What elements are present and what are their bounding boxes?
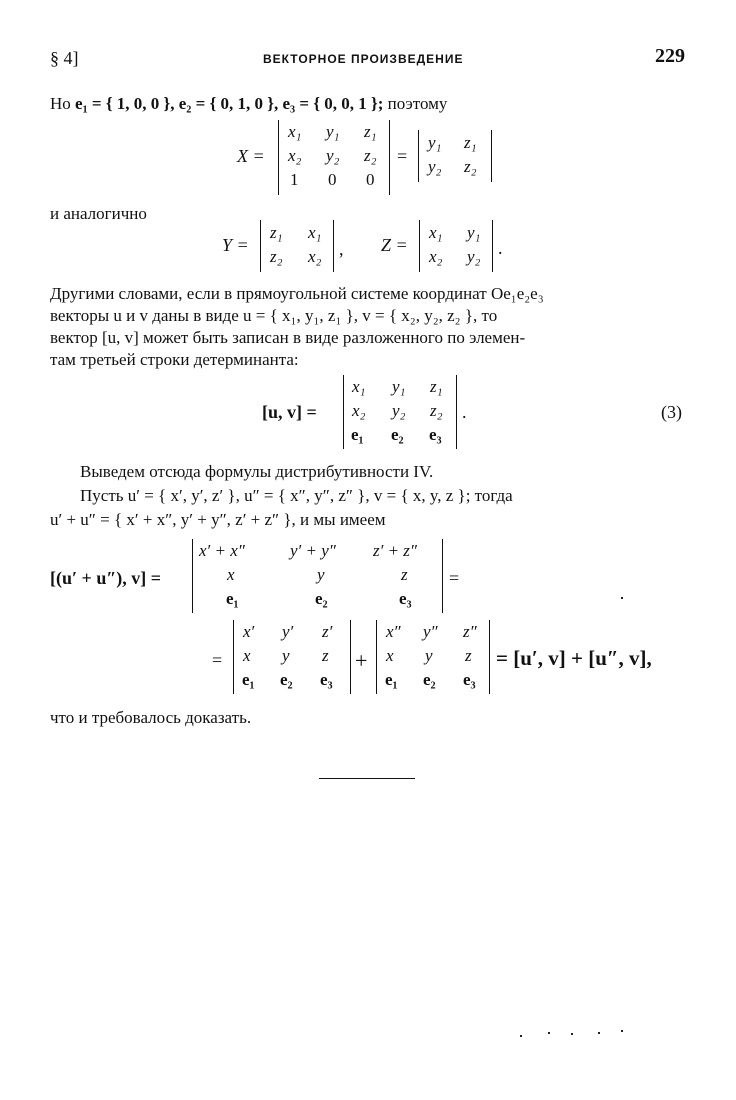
eq-x-lhs: X = bbox=[237, 146, 265, 166]
eq-split-plus: + bbox=[355, 648, 368, 673]
analog-text: и аналогично bbox=[50, 204, 147, 223]
eq3-end: . bbox=[462, 402, 467, 422]
matrix-cell: e₁ bbox=[351, 425, 364, 444]
matrix-cell: x₁ bbox=[429, 223, 443, 242]
eq-x-det3 bbox=[278, 120, 390, 195]
scan-speck bbox=[548, 1032, 550, 1034]
matrix-cell: e₂ bbox=[315, 589, 328, 608]
matrix-cell: e₁ bbox=[242, 670, 255, 689]
eq-y-lhs: Y = bbox=[222, 235, 249, 255]
matrix-cell: e₃ bbox=[320, 670, 333, 689]
basis-e3: e₃ = { 0, 0, 1 }; bbox=[282, 94, 384, 113]
scan-speck bbox=[598, 1032, 600, 1034]
eq-split-rhs: = [u′, v] + [u″, v], bbox=[496, 646, 652, 670]
matrix-cell: z′ bbox=[322, 622, 333, 641]
matrix-cell: x₂ bbox=[352, 401, 366, 420]
matrix-cell: e₁ bbox=[226, 589, 239, 608]
matrix-cell: x₂ bbox=[429, 247, 443, 266]
matrix-cell: e₂ bbox=[391, 425, 404, 444]
matrix-cell: e₂ bbox=[423, 670, 436, 689]
eq-z-end: . bbox=[498, 238, 503, 258]
matrix-cell: x bbox=[243, 646, 251, 665]
eq-z-det2 bbox=[419, 220, 493, 272]
matrix-cell: z″ bbox=[463, 622, 477, 641]
matrix-cell: x₂ bbox=[308, 247, 322, 266]
matrix-cell: y bbox=[282, 646, 290, 665]
matrix-cell: 0 bbox=[366, 170, 375, 189]
matrix-cell: x₁ bbox=[308, 223, 322, 242]
matrix-cell: z₂ bbox=[364, 146, 377, 165]
matrix-cell: z bbox=[401, 565, 408, 584]
eq-y-sep: , bbox=[339, 239, 344, 259]
matrix-cell: e₃ bbox=[429, 425, 442, 444]
matrix-cell: z₁ bbox=[364, 122, 377, 141]
matrix-cell: x bbox=[386, 646, 394, 665]
matrix-cell: x″ bbox=[386, 622, 401, 641]
matrix-cell: z₂ bbox=[270, 247, 283, 266]
running-title: ВЕКТОРНОЕ ПРОИЗВЕДЕНИЕ bbox=[263, 52, 464, 66]
matrix-cell: x bbox=[227, 565, 235, 584]
matrix-cell: 0 bbox=[328, 170, 337, 189]
page-number: 229 bbox=[655, 45, 685, 67]
matrix-cell: z₁ bbox=[464, 133, 477, 152]
matrix-cell: z₂ bbox=[464, 157, 477, 176]
matrix-cell: y′ bbox=[282, 622, 294, 641]
basis-line bbox=[50, 94, 447, 114]
paragraph-line: Другими словами, если в прямоугольной системе координат Oe₁e₂e₃ bbox=[50, 284, 544, 303]
eq-y-det2 bbox=[260, 220, 334, 272]
paragraph-line: Пусть u′ = { x′, y′, z′ }, u″ = { x″, y″, z″ }, v = { x, y, z }; тогда bbox=[80, 486, 513, 505]
eq-z-lhs: Z = bbox=[381, 235, 408, 255]
matrix-cell: y₁ bbox=[326, 122, 340, 141]
matrix-cell: z bbox=[322, 646, 329, 665]
eq-sum-lhs: [(u′ + u″), v] = bbox=[50, 568, 162, 588]
matrix-cell: x′ bbox=[243, 622, 255, 641]
matrix-cell: y₁ bbox=[428, 133, 442, 152]
matrix-cell: e₁ bbox=[385, 670, 398, 689]
paragraph-line: Выведем отсюда формулы дистрибутивности IV. bbox=[80, 462, 434, 481]
matrix-cell: y bbox=[425, 646, 433, 665]
eq3-det3 bbox=[343, 375, 457, 449]
matrix-cell: x′ + x″ bbox=[199, 541, 245, 560]
scan-speck bbox=[621, 597, 623, 599]
basis-e2: e₂ = { 0, 1, 0 }, bbox=[178, 94, 279, 113]
matrix-cell: 1 bbox=[290, 170, 299, 189]
matrix-cell: e₃ bbox=[399, 589, 412, 608]
matrix-cell: y″ bbox=[423, 622, 438, 641]
equation-number: (3) bbox=[661, 402, 682, 422]
matrix-cell: y₁ bbox=[467, 223, 481, 242]
paragraph-line: вектор [u, v] может быть записан в виде разложенного по элемен- bbox=[50, 328, 526, 347]
matrix-cell: y′ + y″ bbox=[290, 541, 336, 560]
paragraph-line: векторы u и v даны в виде u = { x₁, y₁, z₁ }, v = { x₂, y₂, z₂ }, то bbox=[50, 306, 498, 325]
scan-speck bbox=[520, 1035, 522, 1037]
paragraph-line: u′ + u″ = { x′ + x″, y′ + y″, z′ + z″ }, и мы имеем bbox=[50, 510, 386, 529]
matrix-cell: y₁ bbox=[392, 377, 406, 396]
basis-e1: e₁ = { 1, 0, 0 }, bbox=[75, 94, 175, 113]
paragraph-line: там третьей строки детерминанта: bbox=[50, 350, 299, 369]
scan-speck bbox=[621, 1030, 623, 1032]
eq-x-det2 bbox=[418, 130, 492, 182]
matrix-cell: z₂ bbox=[430, 401, 443, 420]
end-rule bbox=[319, 778, 415, 779]
matrix-cell: y₂ bbox=[326, 146, 340, 165]
matrix-cell: z₁ bbox=[430, 377, 443, 396]
eq3-lhs: [u, v] = bbox=[262, 402, 317, 422]
eq-x-equals: = bbox=[397, 146, 408, 166]
matrix-cell: e₃ bbox=[463, 670, 476, 689]
basis-tail: поэтому bbox=[387, 94, 448, 113]
section-marker: § 4] bbox=[50, 48, 79, 68]
matrix-cell: x₁ bbox=[352, 377, 366, 396]
scan-speck bbox=[571, 1033, 573, 1035]
eq-split-lead: = bbox=[212, 650, 223, 670]
eq-sum-end: = bbox=[449, 568, 460, 588]
matrix-cell: y₂ bbox=[467, 247, 481, 266]
matrix-cell: z bbox=[465, 646, 472, 665]
eq-sum-det3 bbox=[192, 539, 443, 613]
matrix-cell: z′ + z″ bbox=[373, 541, 418, 560]
matrix-cell: y₂ bbox=[392, 401, 406, 420]
matrix-cell: e₂ bbox=[280, 670, 293, 689]
eq-split-det-b bbox=[376, 620, 490, 694]
basis-lead: Но bbox=[50, 94, 71, 113]
matrix-cell: y bbox=[317, 565, 325, 584]
matrix-cell: x₁ bbox=[288, 122, 302, 141]
closing-text: что и требовалось доказать. bbox=[50, 708, 252, 727]
eq-split-det-a bbox=[233, 620, 351, 694]
matrix-cell: z₁ bbox=[270, 223, 283, 242]
matrix-cell: x₂ bbox=[288, 146, 302, 165]
matrix-cell: y₂ bbox=[428, 157, 442, 176]
